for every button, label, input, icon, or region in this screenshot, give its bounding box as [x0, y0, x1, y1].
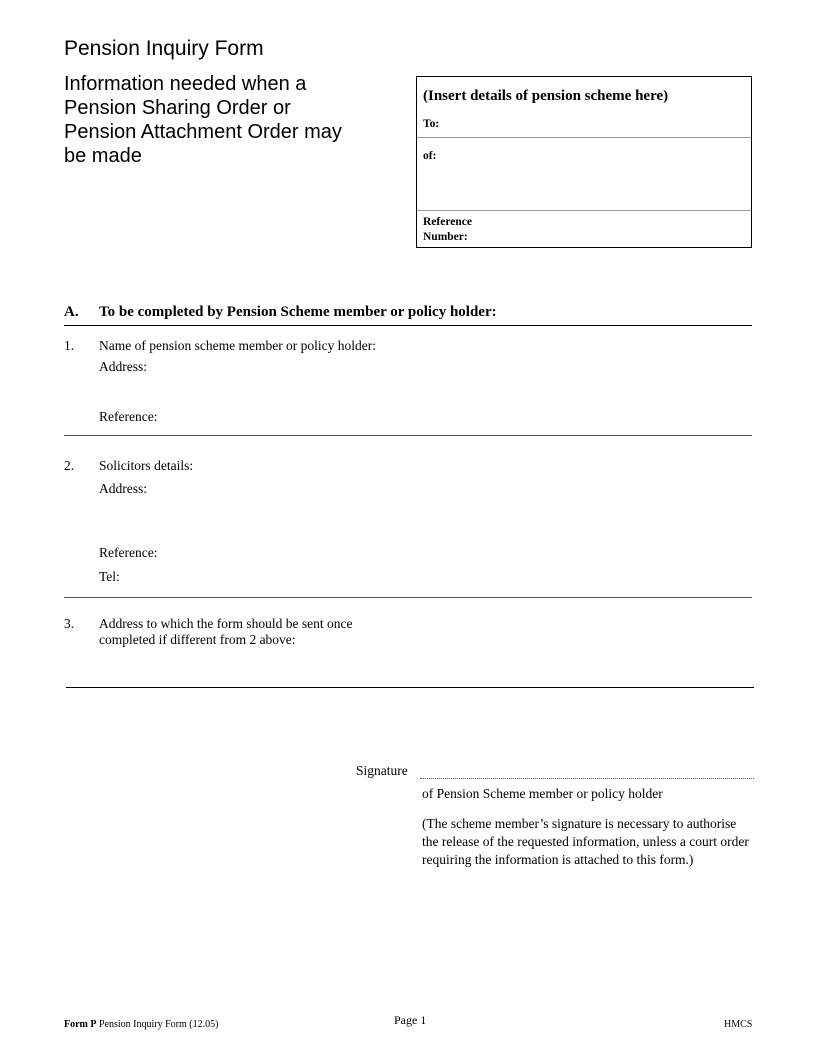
- solicitors-address-label: Address:: [99, 481, 147, 496]
- form-subtitle: Information needed when a Pension Sharing Order or Pension Attachment Order may be made: [64, 73, 342, 167]
- section-divider: [64, 597, 752, 598]
- scheme-box-divider: [417, 210, 751, 211]
- section-divider: [64, 325, 752, 326]
- footer-org: HMCS: [724, 1019, 753, 1030]
- footer-form-code: Form P: [64, 1019, 97, 1030]
- footer-form-title: Pension Inquiry Form (12.05): [99, 1019, 219, 1030]
- footer-page-number: Page 1: [394, 1013, 427, 1027]
- section-divider: [64, 435, 752, 436]
- scheme-box-divider: [417, 137, 751, 138]
- to-label: To:: [423, 118, 440, 130]
- signature-note: (The scheme member’s signature is necessary to authorise the release of the requested information, unless a court order requiring the information is attached to this form.): [422, 816, 749, 867]
- signature-line[interactable]: [420, 778, 754, 779]
- solicitors-tel-label: Tel:: [99, 569, 120, 584]
- member-address-label: Address:: [99, 359, 147, 374]
- send-address-label-line1: Address to which the form should be sent once: [99, 616, 353, 631]
- question-number: 1.: [64, 338, 75, 353]
- pension-scheme-details-box: [416, 76, 752, 248]
- solicitors-details-label: Solicitors details:: [99, 458, 194, 473]
- section-a-title: To be completed by Pension Scheme member or policy holder:: [99, 304, 497, 320]
- scheme-box-heading: (Insert details of pension scheme here): [423, 88, 669, 104]
- question-number: 2.: [64, 458, 75, 473]
- footer-form-name: [64, 1019, 218, 1030]
- member-reference-label: Reference:: [99, 409, 158, 424]
- signature-caption: of Pension Scheme member or policy holder: [422, 786, 663, 801]
- form-title: Pension Inquiry Form: [64, 37, 264, 60]
- member-name-label: Name of pension scheme member or policy holder:: [99, 338, 377, 353]
- signature-label: Signature: [356, 763, 408, 778]
- section-divider: [66, 687, 754, 688]
- of-label: of:: [423, 150, 437, 162]
- solicitors-reference-label: Reference:: [99, 545, 158, 560]
- number-label: Number:: [423, 231, 468, 243]
- section-a-letter: A.: [64, 304, 79, 320]
- reference-label: Reference: [423, 216, 472, 228]
- question-number: 3.: [64, 616, 75, 631]
- send-address-label-line2: completed if different from 2 above:: [99, 632, 296, 647]
